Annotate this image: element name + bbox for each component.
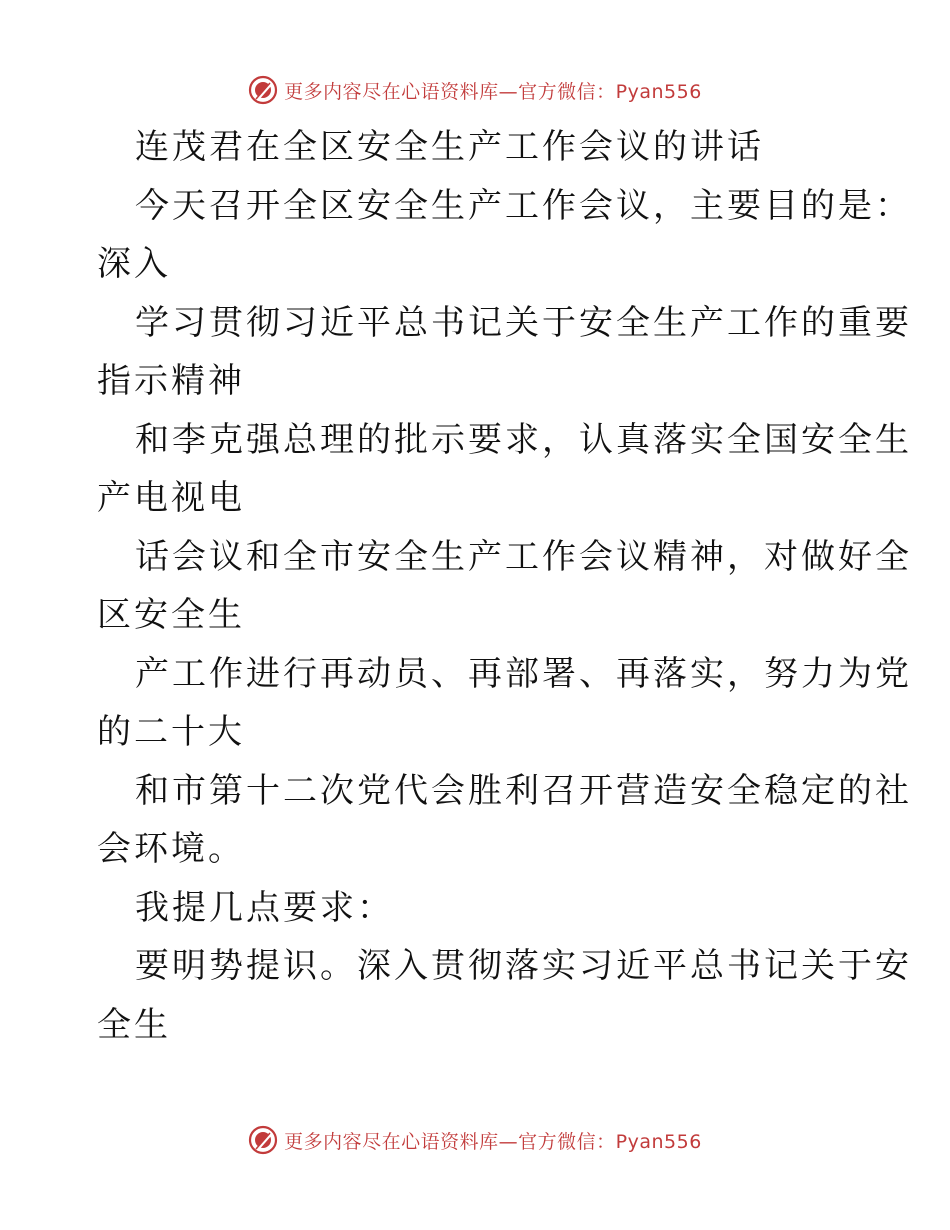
text-line: 学习贯彻习近平总书记关于安全生产工作的重要	[135, 302, 912, 343]
text-line: 我提几点要求：	[135, 887, 394, 928]
text-line: 会环境。	[97, 829, 245, 869]
pen-logo-icon	[248, 1125, 278, 1155]
text-line: 产电视电	[97, 478, 245, 518]
text-line: 和市第十二次党代会胜利召开营造安全稳定的社	[135, 770, 912, 811]
text-line: 产工作进行再动员、再部署、再落实，努力为党	[135, 653, 912, 694]
text-line: 区安全生	[97, 595, 245, 635]
pen-logo-icon	[248, 75, 278, 105]
text-line: 的二十大	[97, 712, 245, 752]
footer-watermark	[0, 1120, 950, 1160]
text-line: 和李克强总理的批示要求，认真落实全国安全生	[135, 419, 912, 460]
footer-watermark-text: 更多内容尽在心语资料库—官方微信：Pyan556	[284, 1130, 702, 1153]
text-line: 全生	[97, 1004, 171, 1045]
text-line: 话会议和全市安全生产工作会议精神，对做好全	[135, 536, 912, 577]
document-body	[97, 118, 912, 1054]
header-watermark-text: 更多内容尽在心语资料库—官方微信：Pyan556	[284, 80, 702, 103]
text-line: 今天召开全区安全生产工作会议，主要目的是：	[135, 185, 912, 226]
text-line: 深入	[97, 244, 171, 284]
text-line: 连茂君在全区安全生产工作会议的讲话	[135, 127, 764, 167]
text-line: 指示精神	[97, 361, 245, 401]
text-line: 要明势提识。深入贯彻落实习近平总书记关于安	[135, 946, 912, 986]
header-watermark	[0, 70, 950, 110]
